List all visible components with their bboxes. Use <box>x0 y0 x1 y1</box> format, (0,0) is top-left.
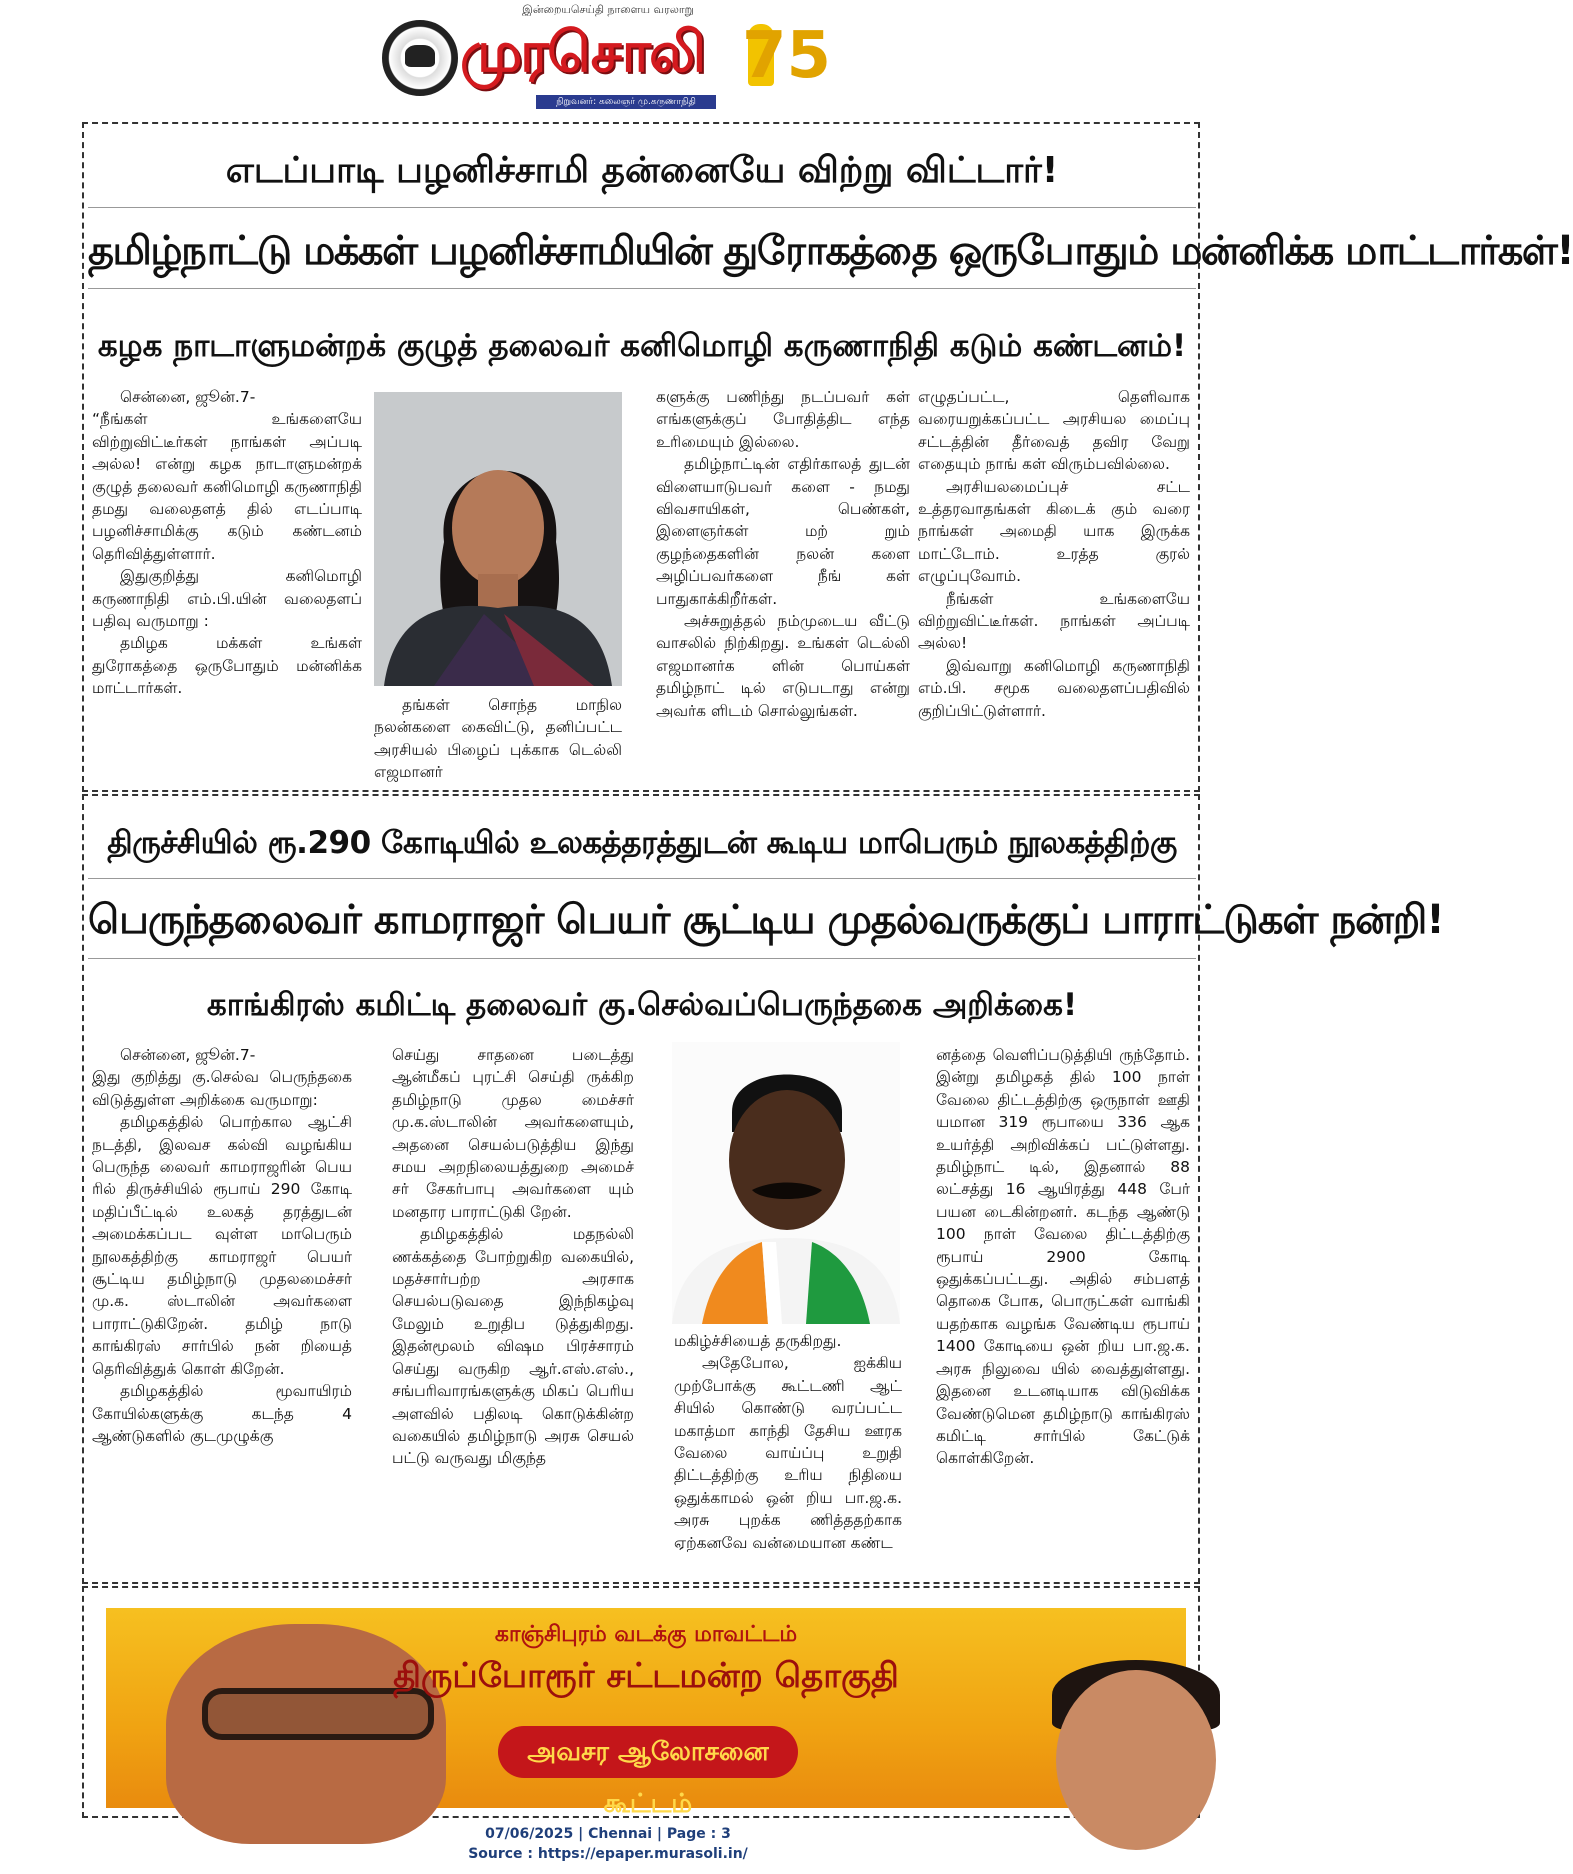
party-seal-icon <box>382 20 458 96</box>
portrait-illustration <box>672 1042 900 1324</box>
story2-column-3 <box>674 1330 902 1554</box>
paragraph: இது குறித்து கு.செல்வ பெருந்தகை விடுத்துள்ள அறிக்கை வருமாறு: <box>92 1068 352 1109</box>
divider <box>88 958 1196 959</box>
paragraph: இவ்வாறு கனிமொழி கருணாநிதி எம்.பி. சமூக வலைதளப்பதிவில் குறிப்பிட்டுள்ளார். <box>918 656 1190 720</box>
story2-column-2 <box>392 1044 634 1470</box>
dateline: சென்னை, ஜூன்.7- <box>120 388 256 406</box>
paragraph: இதுகுறித்து கனிமொழி கருணாநிதி எம்.பி.யின் வலைதளப் பதிவு வருமாறு : <box>92 567 362 631</box>
paragraph: மகிழ்ச்சியைத் தருகிறது. <box>674 1332 842 1350</box>
story1-column-3 <box>656 386 910 722</box>
paragraph: களுக்கு பணிந்து நடப்பவர் கள் எங்களுக்குப் போதித்திட எந்த உரிமையும் இல்லை. <box>656 388 910 451</box>
newspaper-logo: முரசொலி <box>460 20 704 85</box>
story2-subhead: காங்கிரஸ் கமிட்டி தலைவர் கு.செல்வப்பெருந்தகை அறிக்கை! <box>206 987 1078 1023</box>
dateline: சென்னை, ஜூன்.7- <box>120 1046 256 1064</box>
story1-column-1 <box>92 386 362 700</box>
story2-kicker: திருச்சியில் ரூ.290 கோடியில் உலகத்தரத்துடன் கூடிய மாபெரும் நூலகத்திற்கு <box>107 825 1177 861</box>
story1-subhead: கழக நாடாளுமன்றக் குழுத் தலைவர் கனிமொழி கருணாநிதி கடும் கண்டனம்! <box>97 328 1187 364</box>
story2-column-1 <box>92 1044 352 1447</box>
ad-district-line: காஞ்சிபுரம் வடக்கு மாவட்டம் <box>494 1622 798 1647</box>
story2-column-4 <box>936 1044 1190 1470</box>
selvaperunthagai-photo <box>672 1042 900 1324</box>
advertisement-banner <box>106 1608 1186 1819</box>
paragraph: நீங்கள் உங்களையே விற்றுவிட்டீர்கள். நாங்கள் அப்படி அல்ல! <box>918 589 1190 653</box>
portrait-illustration <box>374 392 622 686</box>
paragraph: “நீங்கள் உங்களையே விற்றுவிட்டீர்கள் நாங்கள் அப்படி அல்ல! என்று கழக நாடாளுமன்றக் குழுத் தலைவர் கனிமொழி கருணாநிதி தமது வலைதளத் தில் எடப்பாடி பழனிச்சாமிக்கு கடும் கண்டனம் தெரிவித்துள்ளார். <box>92 410 362 563</box>
paragraph: அரசியலமைப்புச் சட்ட உத்தரவாதங்கள் கிடைக் கும் வரை நாங்கள் அமைதி யாக இருக்க மாட்டோம். உரத்த குரல் எழுப்புவோம். <box>918 477 1190 586</box>
paragraph: அதேபோல, ஐக்கிய முற்போக்கு கூட்டணி ஆட் சியில் கொண்டு வரப்பட்ட மகாத்மா காந்தி தேசிய ஊரக வேலை வாய்ப்பு உறுதி திட்டத்திற்கு உரிய நிதியை ஒதுக்காமல் ஒன் றிய பா.ஜ.க. அரசு புறக்க ணித்ததற்காக ஏற்கனவே வன்மையான கண்ட <box>674 1354 902 1552</box>
story2-headline: பெருந்தலைவர் காமராஜர் பெயர் சூட்டிய முதல்வருக்குப் பாராட்டுகள் நன்றி! <box>88 897 1444 943</box>
footer-date-line: 07/06/2025 | Chennai | Page : 3 <box>485 1826 731 1842</box>
paragraph: தமிழகத்தில் மூவாயிரம் கோயில்களுக்கு கடந்த 4 ஆண்டுகளில் குடமுழுக்கு <box>92 1382 352 1445</box>
story1-headline: தமிழ்நாட்டு மக்கள் பழனிச்சாமியின் துரோகத்தை ஒருபோதும் மன்னிக்க மாட்டார்கள்! <box>88 228 1573 274</box>
logo-subtitle: நிறுவனர்: கலைஞர் மு.கருணாநிதி <box>536 95 716 109</box>
story1-column-4 <box>918 386 1190 722</box>
paragraph: தங்கள் சொந்த மாநில நலன்களை கைவிட்டு, தனிப்பட்ட அரசியல் பிழைப் புக்காக டெல்லி எஜமானர் <box>374 696 622 782</box>
paragraph: எழுதப்பட்ட, தெளிவாக வரையறுக்கப்பட்ட அரசியல மைப்பு சட்டத்தின் தீர்வைத் தவிர வேறு எதையும் நாங் கள் விரும்பவில்லை. <box>918 388 1190 474</box>
masthead <box>0 0 1216 120</box>
paragraph: தமிழகத்தில் மதநல்லி ணக்கத்தை போற்றுகிற வகையில், மதச்சார்பற்ற அரசாக செயல்படுவதை இந்நிகழ்வு மேலும் உறுதிப டுத்துகிறது. இதன்மூலம் விஷம பிரச்சாரம் செய்து வருகிற ஆர்.எஸ்.எஸ்., சங்பரிவாரங்களுக்கு மிகப் பெரிய அளவில் பதிலடி கொடுக்கின்ற வகையில் தமிழ்நாடு அரசு செயல் பட்டு வருவது மிகுந்த <box>392 1225 634 1468</box>
masthead-tagline: இன்றையசெய்தி நாளைய வரலாறு <box>522 3 694 16</box>
paragraph: அச்சுறுத்தல் நம்முடைய வீட்டு வாசலில் நிற்கிறது. உங்கள் டெல்லி எஜமானர்க ளின் பொய்கள் தமிழ்நாட் டில் எடுபடாது என்று அவர்க ளிடம் சொல்லுங்கள். <box>656 612 910 720</box>
divider <box>88 207 1196 208</box>
divider <box>88 878 1196 879</box>
paragraph: செய்து சாதனை படைத்து ஆன்மீகப் புரட்சி செய்தி ருக்கிற தமிழ்நாடு முதல மைச்சர் மு.க.ஸ்டாலின் அவர்களையும், அதனை செயல்படுத்திய இந்து சமய அறநிலையத்துறை அமைச் சர் சேகர்பாபு அவர்களை யும் மனதார பாராட்டுகி றேன். <box>392 1046 634 1221</box>
paragraph: னத்தை வெளிப்படுத்தியி ருந்தோம். இன்று தமிழகத் தில் 100 நாள் வேலை திட்டத்திற்கு ஒருநாள் ஊதி யமான 319 ரூபாயை 336 ஆக உயர்த்தி அறிவிக்கப் பட்டுள்ளது. தமிழ்நாட் டில், இதனால் 88 லட்சத்து 16 ஆயிரத்து 448 பேர் பயன டைகின்றனர். கடந்த ஆண்டு 100 நாள் வேலை திட்டத்திற்கு ரூபாய் 2900 கோடி ஒதுக்கப்பட்டது. அதில் சம்பளத் தொகை போக, பொருட்கள் வாங்கி யதற்காக வழங்க வேண்டிய ரூபாய் 1400 கோடியை ஒன் றிய பா.ஜ.க. அரசு நிலுவை யில் வைத்துள்ளது. இதனை உடனடியாக விடுவிக்க வேண்டுமென தமிழ்நாடு காங்கிரஸ் கமிட்டி சார்பில் கேட்டுக் கொள்கிறேன். <box>936 1046 1190 1468</box>
paragraph: தமிழகத்தில் பொற்கால ஆட்சி நடத்தி, இலவச கல்வி வழங்கிய பெருந்த லைவர் காமராஜரின் பெய ரில் திருச்சியில் ரூபாய் 290 கோடி மதிப்பீட்டில் உலகத் தரத்துடன் அமைக்கப்பட வுள்ள மாபெரும் நூலகத்திற்கு காமராஜர் பெயர் சூட்டிய தமிழ்நாடு முதலமைச்சர் மு.க. ஸ்டாலின் அவர்களை பாராட்டுகிறேன். தமிழ் நாடு காங்கிரஸ் சார்பில் நன் றியைத் தெரிவித்துக் கொள் கிறேன். <box>92 1113 352 1378</box>
paragraph: தமிழ்நாட்டின் எதிர்காலத் துடன் விளையாடுபவர் களை - நமது விவசாயிகள், பெண்கள், இளைஞர்கள் மற் றும் குழந்தைகளின் நலன் களை அழிப்பவர்களை நீங் கள் பாதுகாக்கிறீர்கள். <box>656 455 910 608</box>
anniversary-badge: 75 <box>742 19 832 93</box>
ad-constituency-line: திருப்போரூர் சட்டமன்ற தொகுதி <box>393 1656 899 1696</box>
story1-column-2 <box>374 694 622 784</box>
kanimozhi-photo <box>374 392 622 686</box>
story1-kicker: எடப்பாடி பழனிச்சாமி தன்னையே விற்று விட்டார்! <box>225 150 1059 191</box>
ad-meeting-label: அவசர ஆலோசனை கூட்டம் <box>498 1726 798 1778</box>
footer-source-line: Source : https://epaper.murasoli.in/ <box>468 1846 748 1862</box>
paragraph: தமிழக மக்கள் உங்கள் துரோகத்தை ஒருபோதும் மன்னிக்க மாட்டார்கள். <box>92 634 362 698</box>
divider <box>88 288 1196 289</box>
